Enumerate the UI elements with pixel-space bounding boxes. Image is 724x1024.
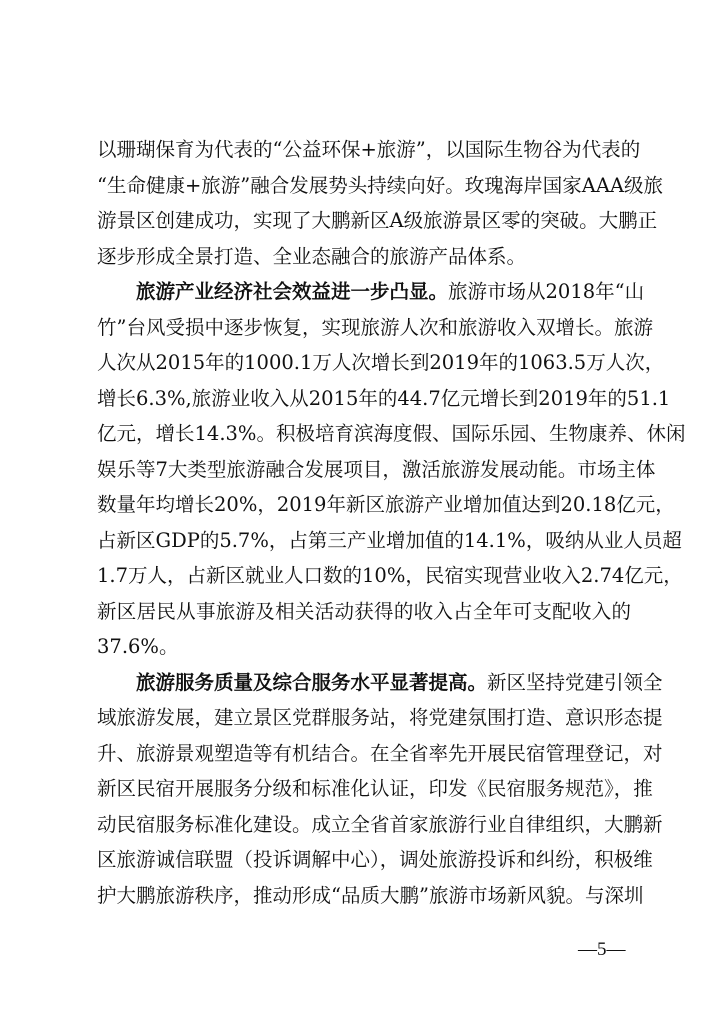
text-line: 新区居民从事旅游及相关活动获得的收入占全年可支配收入的 — [97, 599, 631, 623]
text-line — [97, 274, 645, 310]
text-line: 增长6.3%,旅游业收入从2015年的44.7亿元增长到2019年的51.1 — [97, 386, 671, 410]
paragraph-heading: 旅游服务质量及综合服务水平显著提高。 — [136, 670, 488, 694]
text-line: 亿元，增长14.3%。积极培育滨海度假、国际乐园、生物康养、休闲 — [97, 422, 686, 445]
paragraph-service-quality — [97, 665, 663, 914]
text-line: 区旅游诚信联盟（投诉调解中心），调处旅游投诉和纠纷，积极维 — [97, 848, 653, 871]
text-run: 新区坚持党建引领全 — [487, 670, 663, 694]
text-line: 护大鹏旅游秩序，推动形成“品质大鹏”旅游市场新风貌。与深圳 — [97, 883, 644, 907]
page-number: —5— — [578, 939, 626, 960]
text-line: 动民宿服务标准化建设。成立全省首家旅游行业自律组织，大鹏新 — [97, 812, 663, 836]
text-line: “生命健康+旅游”融合发展势头持续向好。玫瑰海岸国家AAA级旅 — [97, 173, 664, 197]
text-line: 逐步形成全景打造、全业态融合的旅游产品体系。 — [97, 244, 527, 268]
text-line: 人次从2015年的1000.1万人次增长到2019年的1063.5万人次， — [97, 351, 665, 374]
text-line: 1.7万人，占新区就业人口数的10%，民宿实现营业收入2.74亿元， — [97, 564, 683, 587]
text-line: 占新区GDP的5.7%，占第三产业增加值的14.1%，吸纳从业人员超 — [97, 528, 682, 552]
text-line — [97, 665, 663, 701]
text-line: 娱乐等7大类型旅游融合发展项目，激活旅游发展动能。市场主体 — [97, 457, 656, 481]
text-line: 以珊瑚保育为代表的“公益环保+旅游”，以国际生物谷为代表的 — [97, 138, 641, 161]
text-line: 域旅游发展，建立景区党群服务站，将党建氛围打造、意识形态提 — [97, 706, 663, 729]
paragraph-heading: 旅游产业经济社会效益进一步凸显。 — [136, 280, 449, 303]
text-line: 37.6%。 — [97, 635, 179, 658]
text-line: 竹”台风受损中逐步恢复，实现旅游人次和旅游收入双增长。旅游 — [97, 315, 653, 339]
text-line: 游景区创建成功，实现了大鹏新区A级旅游景区零的突破。大鹏正 — [97, 209, 658, 232]
text-line: 数量年均增长20%，2019年新区旅游产业增加值达到20.18亿元， — [97, 493, 675, 516]
body-text — [97, 132, 686, 913]
text-run: 旅游市场从2018年“山 — [448, 280, 645, 303]
paragraph-tourism-products — [97, 132, 664, 274]
text-line: 新区民宿开展服务分级和标准化认证，印发《民宿服务规范》，推 — [97, 777, 653, 800]
text-line: 升、旅游景观塑造等有机结合。在全省率先开展民宿管理登记，对 — [97, 741, 663, 765]
paragraph-economic-benefits — [97, 274, 686, 665]
